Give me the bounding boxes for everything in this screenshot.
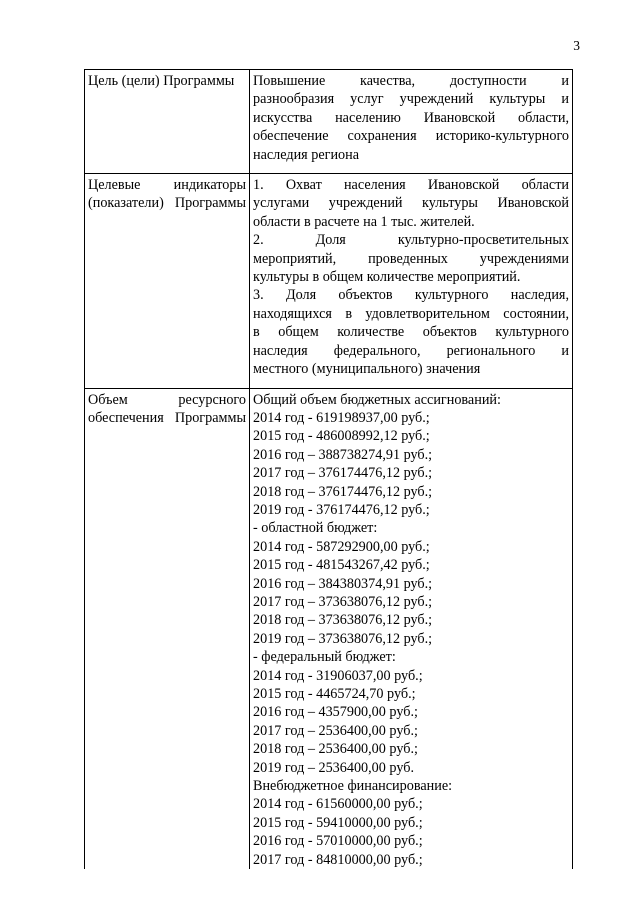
row-value-line: 2014 год - 619198937,00 руб.; bbox=[253, 409, 430, 426]
row-value-cell bbox=[250, 174, 573, 388]
row-value-line: обеспечение сохранения историко-культурного bbox=[253, 128, 569, 145]
row-program-goal bbox=[85, 70, 573, 174]
row-value-line: 2014 год - 61560000,00 руб.; bbox=[253, 796, 423, 813]
passport-table-body bbox=[85, 70, 573, 870]
row-value-line: 2015 год - 4465724,70 руб.; bbox=[253, 686, 416, 702]
row-value-line: 2019 год – 373638076,12 руб.; bbox=[253, 630, 433, 647]
row-value-line: культуры в общем количестве мероприятий. bbox=[253, 269, 521, 286]
row-value-line: Повышение качества, доступности и bbox=[253, 73, 569, 89]
row-value-line: 2016 год – 4357900,00 руб.; bbox=[253, 704, 418, 721]
row-value-line: 2017 год – 376174476,12 руб.; bbox=[253, 465, 433, 482]
row-value-line: в общем количестве объектов культурного bbox=[253, 324, 569, 341]
row-value-line: 2018 год – 376174476,12 руб.; bbox=[253, 483, 433, 500]
row-resource-provision bbox=[85, 388, 573, 869]
row-value-line: 2015 год - 481543267,42 руб.; bbox=[253, 557, 430, 574]
row-value-line: 2016 год – 384380374,91 руб.; bbox=[253, 575, 433, 592]
row-value-line: местного (муниципального) значения bbox=[253, 361, 481, 378]
row-label-cell bbox=[85, 174, 250, 388]
row-value-line: наследия федерального, регионального и bbox=[253, 342, 569, 359]
row-value-cell bbox=[250, 70, 573, 174]
row-value-line: 2014 год - 587292900,00 руб.; bbox=[253, 538, 430, 555]
row-value-line: мероприятий, проведенных учреждениями bbox=[253, 250, 569, 267]
row-value-line: наследия региона bbox=[253, 146, 360, 163]
row-value-line: 2. Доля культурно-просветительных bbox=[253, 232, 569, 249]
row-value-line: - областной бюджет: bbox=[253, 520, 378, 537]
row-value-line: 3. Доля объектов культурного наследия, bbox=[253, 287, 569, 304]
row-value-line: услугами учреждений культуры Ивановской bbox=[253, 195, 569, 212]
program-passport-table bbox=[84, 69, 573, 869]
row-label-line: Целевые индикаторы bbox=[88, 177, 246, 194]
row-value-line: Внебюджетное финансирование: bbox=[253, 778, 453, 795]
row-value-cell bbox=[250, 388, 573, 869]
row-value-line: 1. Охват населения Ивановской области bbox=[253, 177, 569, 194]
row-label-line: обеспечения Программы bbox=[88, 409, 246, 426]
row-value-line: 2014 год - 31906037,00 руб.; bbox=[253, 667, 423, 684]
row-value-line: 2017 год – 373638076,12 руб.; bbox=[253, 593, 433, 610]
row-value-line: 2016 год - 57010000,00 руб.; bbox=[253, 833, 423, 850]
row-label-cell bbox=[85, 388, 250, 869]
row-value-line: 2016 год – 388738274,91 руб.; bbox=[253, 446, 433, 463]
row-label-cell bbox=[85, 70, 250, 174]
row-value-line: разнообразия услуг учреждений культуры и bbox=[253, 91, 569, 108]
row-value-line: 2019 год - 376174476,12 руб.; bbox=[253, 501, 430, 518]
row-value-line: - федеральный бюджет: bbox=[253, 649, 396, 666]
row-target-indicators bbox=[85, 174, 573, 388]
row-value-line: 2017 год – 2536400,00 руб.; bbox=[253, 722, 418, 739]
page-number: 3 bbox=[573, 38, 580, 53]
row-label-line: Цель (цели) Программы bbox=[88, 73, 235, 89]
row-value-line: находящихся в удовлетворительном состоянии, bbox=[253, 305, 569, 322]
row-value-line: 2015 год - 486008992,12 руб.; bbox=[253, 428, 430, 445]
row-value-line: 2018 год – 373638076,12 руб.; bbox=[253, 612, 433, 629]
row-label-line: Объем ресурсного bbox=[88, 391, 246, 408]
row-value-line: Общий объем бюджетных ассигнований: bbox=[253, 391, 501, 408]
row-value-line: области в расчете на 1 тыс. жителей. bbox=[253, 213, 475, 230]
row-value-line: 2017 год - 84810000,00 руб.; bbox=[253, 851, 423, 868]
row-value-line: 2019 год – 2536400,00 руб. bbox=[253, 759, 414, 776]
row-label-line: (показатели) Программы bbox=[88, 195, 246, 212]
row-value-line: 2015 год - 59410000,00 руб.; bbox=[253, 814, 423, 831]
row-value-line: искусства населению Ивановской области, bbox=[253, 109, 569, 126]
row-value-line: 2018 год – 2536400,00 руб.; bbox=[253, 741, 418, 758]
